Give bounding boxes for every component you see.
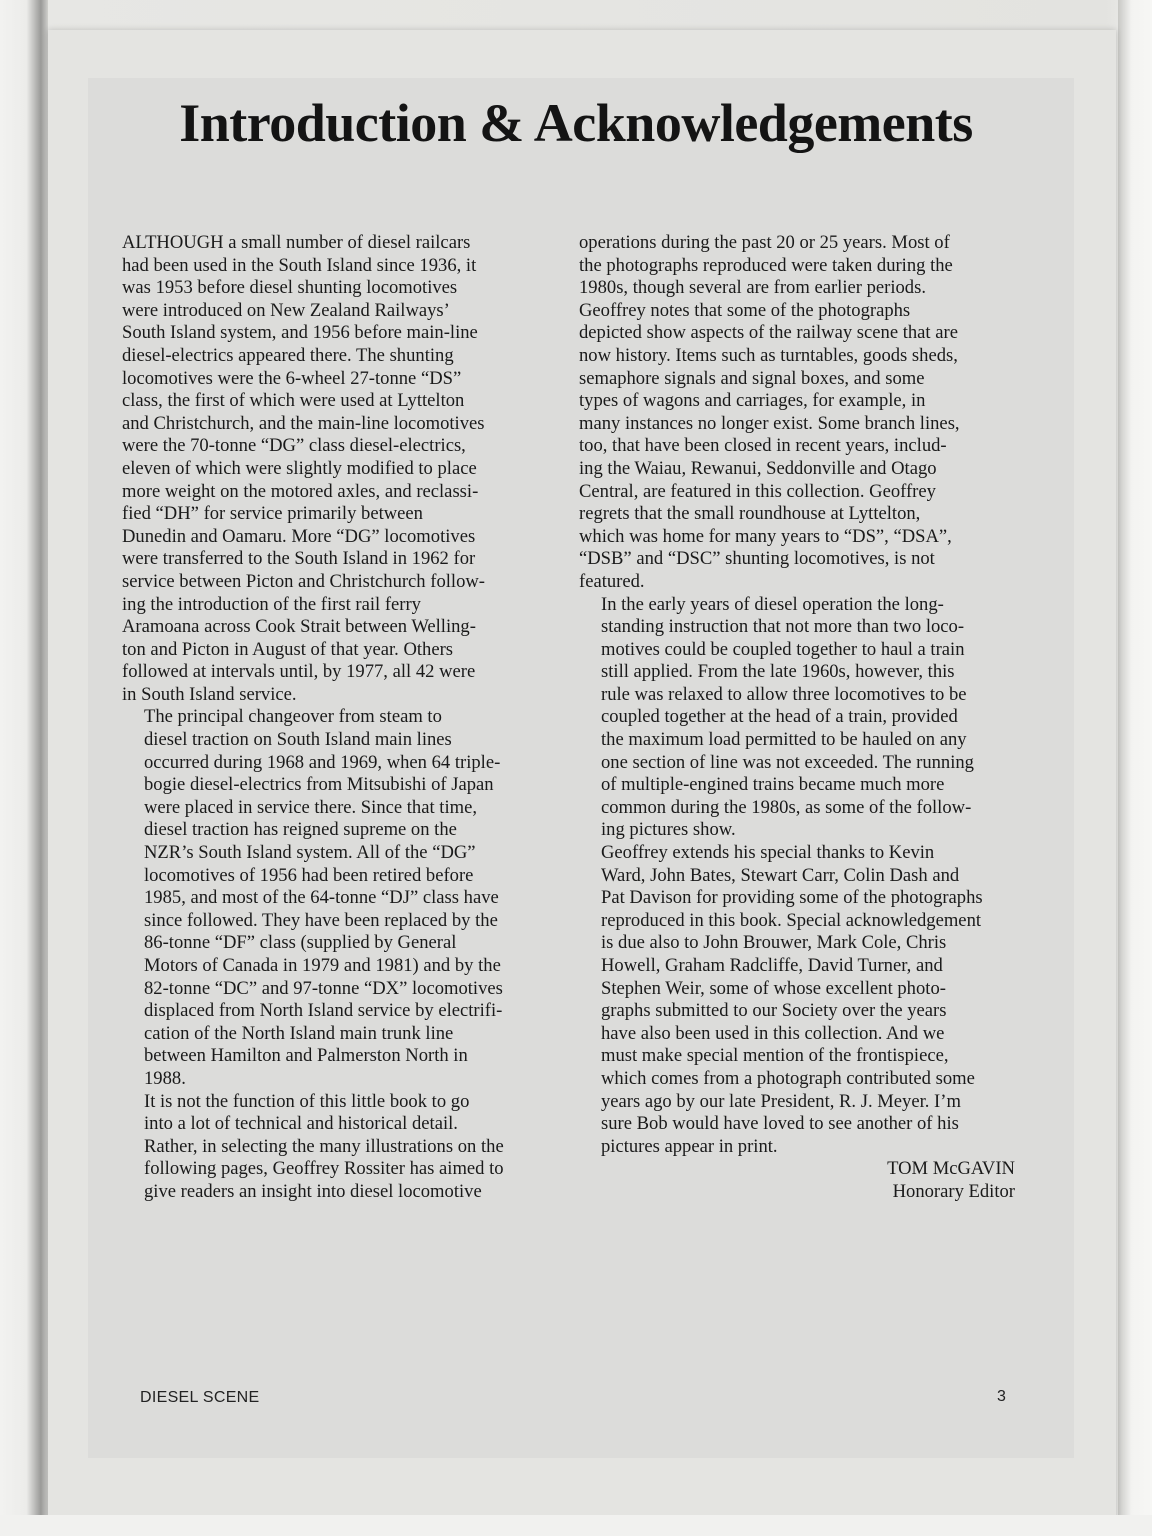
text-line: following pages, Geoffrey Rossiter has aimed to <box>144 1158 504 1180</box>
text-line: sure Bob would have loved to see another of his <box>601 1113 959 1135</box>
text-line: ing the Waiau, Rewanui, Seddonville and Otago <box>579 457 937 479</box>
text-line: Pat Davison for providing some of the photographs <box>601 887 983 909</box>
text-line: In the early years of diesel operation the long- <box>601 593 944 615</box>
text-line: locomotives were the 6-wheel 27-tonne “DS” <box>122 367 462 389</box>
text-line: Howell, Graham Radcliffe, David Turner, and <box>601 955 943 976</box>
text-line: followed at intervals until, by 1977, all 42 were <box>122 661 476 683</box>
text-line: Aramoana across Cook Strait between Welling- <box>122 616 476 638</box>
text-line: Stephen Weir, some of whose excellent photo- <box>601 977 946 999</box>
text-line: Dunedin and Oamaru. More “DG” locomotives <box>122 525 476 547</box>
text-line: bogie diesel-electrics from Mitsubishi of Japan <box>144 774 494 796</box>
text-line: 86-tonne “DF” class (supplied by General <box>144 932 457 954</box>
text-line: pictures appear in print. <box>601 1135 778 1157</box>
text-line: give readers an insight into diesel locomotive <box>144 1180 482 1202</box>
text-line: is due also to John Brouwer, Mark Cole, Chris <box>601 932 947 954</box>
text-line: and Christchurch, and the main-line locomotives <box>122 412 485 434</box>
previous-page-edge <box>0 0 48 1536</box>
text-line: were the 70-tonne “DG” class diesel-electrics, <box>122 435 466 457</box>
text-line: the maximum load permitted to be hauled on any <box>601 729 967 751</box>
signature <box>579 1158 1015 1203</box>
footer-publication: DIESEL SCENE <box>140 1389 260 1406</box>
table-surface <box>0 1515 1152 1536</box>
text-line: must make special mention of the frontispiece, <box>601 1045 949 1067</box>
text-line: the photographs reproduced were taken during the <box>579 254 953 276</box>
text-line: were placed in service there. Since that time, <box>144 796 477 818</box>
text-line: 1988. <box>144 1067 186 1089</box>
text-line: rule was relaxed to allow three locomotives to be <box>601 683 967 705</box>
text-line: regrets that the small roundhouse at Lyttelton, <box>579 503 921 525</box>
text-line: diesel-electrics appeared there. The shunting <box>122 344 454 366</box>
text-line: between Hamilton and Palmerston North in <box>144 1045 468 1067</box>
text-line: which was home for many years to “DS”, “DSA”, <box>579 525 952 547</box>
text-line: Geoffrey notes that some of the photographs <box>579 299 911 321</box>
text-line: service between Picton and Christchurch follow- <box>122 570 485 592</box>
text-line: South Island system, and 1956 before main-line <box>122 322 478 344</box>
text-line: NZR’s South Island system. All of the “DG” <box>144 842 476 864</box>
text-line: were transferred to the South Island in 1962 for <box>122 548 476 570</box>
text-line: 1980s, though several are from earlier periods. <box>579 277 926 299</box>
text-line: “DSB” and “DSC” shunting locomotives, is not <box>579 548 935 570</box>
signature-name: TOM McGAVIN <box>887 1158 1015 1180</box>
text-line: Geoffrey extends his special thanks to Kevin <box>601 842 935 864</box>
text-line: more weight on the motored axles, and reclassi- <box>122 480 479 502</box>
text-line: 82-tonne “DC” and 97-tonne “DX” locomotives <box>144 977 503 999</box>
text-line: diesel traction on South Island main lines <box>144 729 452 751</box>
text-line: featured. <box>579 570 645 592</box>
text-line: Motors of Canada in 1979 and 1981) and by the <box>144 955 501 976</box>
text-line: semaphore signals and signal boxes, and some <box>579 367 925 389</box>
text-line: years ago by our late President, R. J. Meyer. I’m <box>601 1090 961 1112</box>
paragraph <box>579 232 1015 594</box>
text-line: had been used in the South Island since 1936, it <box>122 254 477 276</box>
text-line: now history. Items such as turntables, goods sheds, <box>579 344 958 366</box>
text-line: 1985, and most of the 64-tonne “DJ” class have <box>144 887 499 909</box>
text-line: common during the 1980s, as some of the follow- <box>601 796 972 818</box>
text-line: coupled together at the head of a train, provided <box>601 706 958 728</box>
text-line: occurred during 1968 and 1969, when 64 triple- <box>144 751 501 773</box>
text-line: still applied. From the late 1960s, however, this <box>601 661 955 683</box>
text-line: one section of line was not exceeded. The running <box>601 751 974 773</box>
text-line: fied “DH” for service primarily between <box>122 503 423 525</box>
text-line: in South Island service. <box>122 683 297 705</box>
text-line: motives could be coupled together to haul a train <box>601 638 965 660</box>
left-column <box>122 232 552 1204</box>
text-line: operations during the past 20 or 25 years. Most of <box>579 232 950 253</box>
text-line: have also been used in this collection. And we <box>601 1022 945 1044</box>
page-number: 3 <box>997 1388 1006 1405</box>
paragraph <box>122 232 552 706</box>
text-line: The principal changeover from steam to <box>144 706 442 728</box>
text-line: too, that have been closed in recent years, includ- <box>579 435 947 457</box>
paragraph <box>579 842 1015 1158</box>
text-line: ton and Picton in August of that year. Others <box>122 638 454 660</box>
text-line: diesel traction has reigned supreme on the <box>144 819 457 841</box>
signature-role: Honorary Editor <box>892 1180 1015 1202</box>
text-line: ing pictures show. <box>601 819 736 841</box>
text-line: class, the first of which were used at Lyttelton <box>122 390 465 412</box>
page-right-margin <box>1118 0 1152 1536</box>
text-line: cation of the North Island main trunk line <box>144 1022 454 1044</box>
text-line: since followed. They have been replaced by the <box>144 909 498 931</box>
page-title: Introduction & Acknowledgements <box>179 93 973 153</box>
text-line: standing instruction that not more than two loco- <box>601 616 965 638</box>
paragraph <box>122 706 552 1090</box>
text-line: was 1953 before diesel shunting locomotives <box>122 277 458 299</box>
text-line: ALTHOUGH a small number of diesel railcars <box>122 232 471 253</box>
text-line: ing the introduction of the first rail ferry <box>122 593 421 615</box>
text-line: Ward, John Bates, Stewart Carr, Colin Dash and <box>601 864 960 886</box>
text-line: reproduced in this book. Special acknowledgement <box>601 909 982 931</box>
text-line: displaced from North Island service by electrifi- <box>144 1000 503 1022</box>
text-line: types of wagons and carriages, for example, in <box>579 390 926 412</box>
right-column <box>579 232 1015 1204</box>
text-line: It is not the function of this little book to go <box>144 1090 470 1112</box>
text-line: depicted show aspects of the railway scene that are <box>579 322 958 344</box>
text-line: Rather, in selecting the many illustrations on the <box>144 1135 504 1157</box>
text-line: graphs submitted to our Society over the years <box>601 1000 947 1022</box>
paragraph <box>579 594 1015 843</box>
text-line: eleven of which were slightly modified to place <box>122 457 477 479</box>
text-line: were introduced on New Zealand Railways’ <box>122 299 450 321</box>
text-line: of multiple-engined trains became much more <box>601 774 945 796</box>
text-line: Central, are featured in this collection. Geoffrey <box>579 480 936 502</box>
text-line: locomotives of 1956 had been retired before <box>144 864 474 886</box>
text-line: which comes from a photograph contributed some <box>601 1067 975 1089</box>
text-line: many instances no longer exist. Some branch lines, <box>579 412 960 434</box>
text-line: into a lot of technical and historical detail. <box>144 1113 458 1135</box>
paragraph <box>122 1091 552 1204</box>
